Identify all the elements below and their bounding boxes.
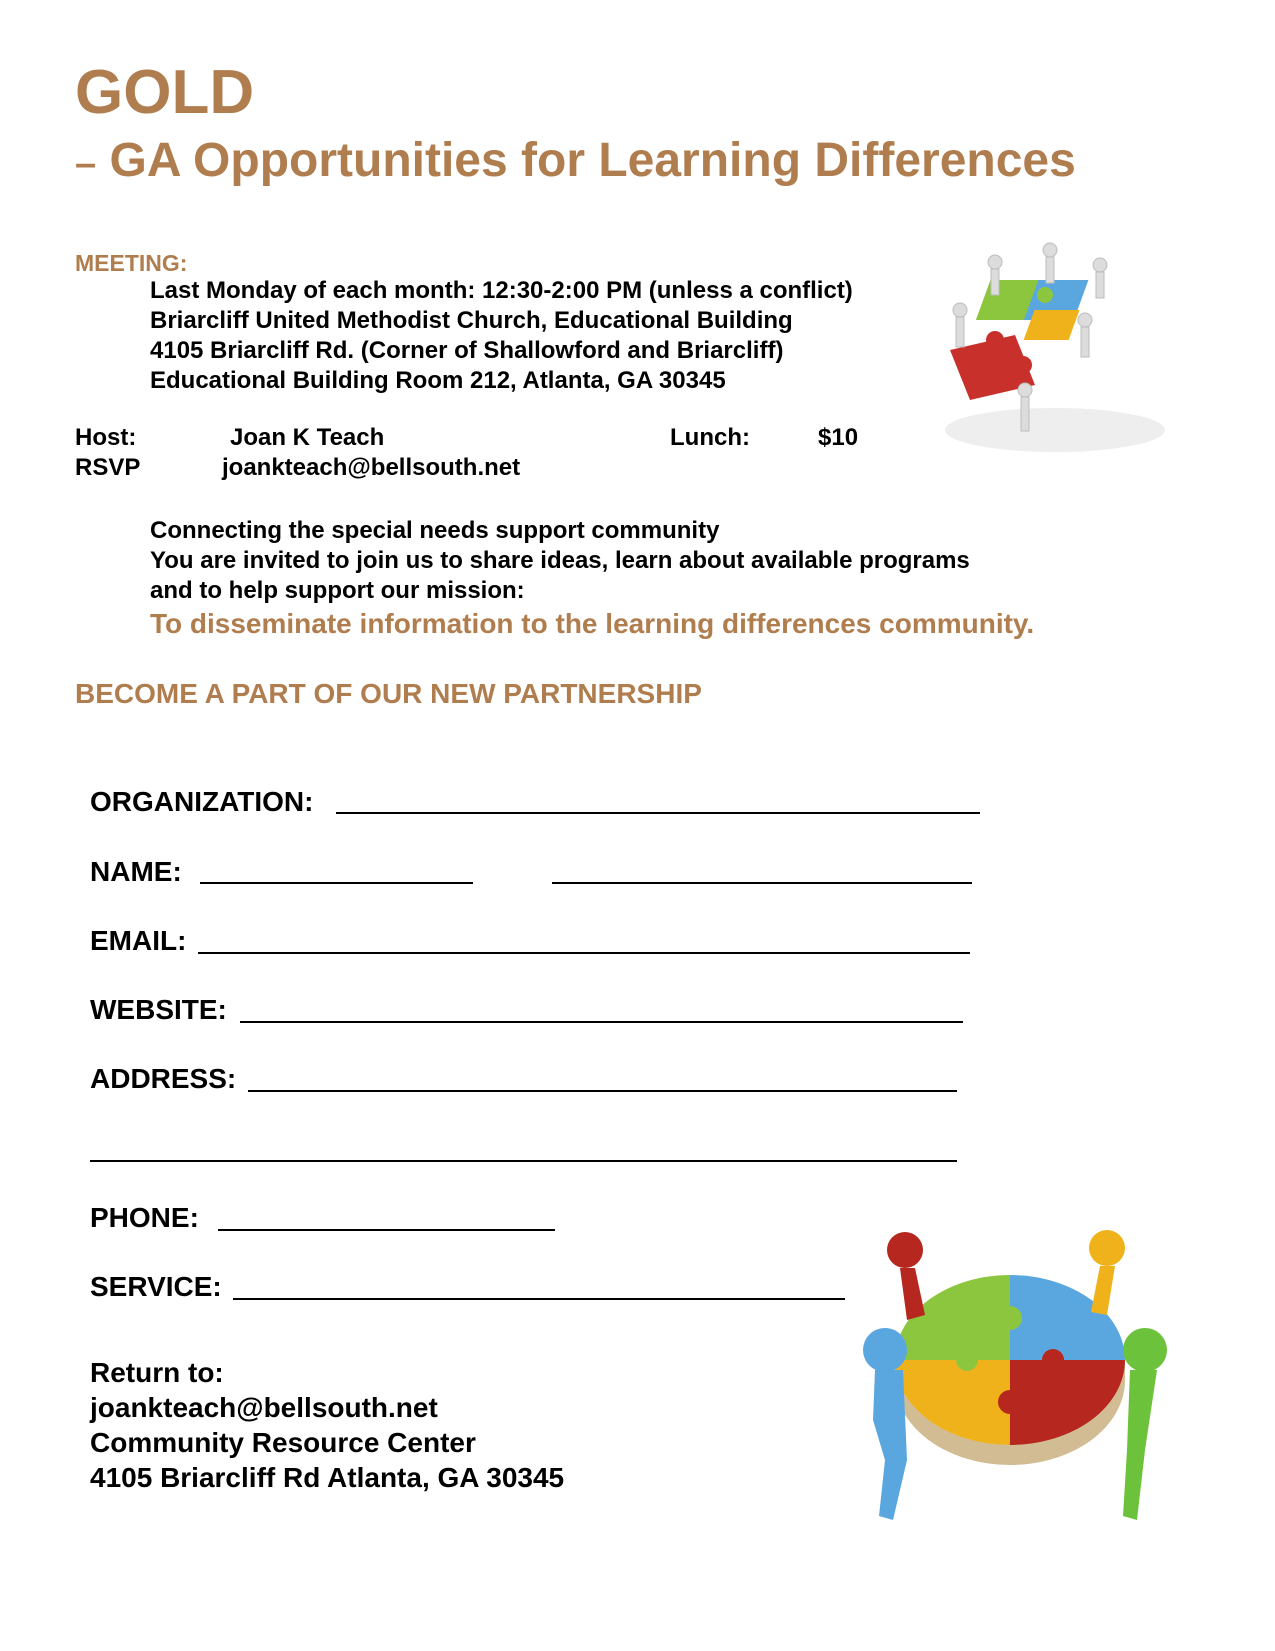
return-org: Community Resource Center xyxy=(90,1427,476,1458)
meeting-line: Educational Building Room 212, Atlanta, GA 30345 xyxy=(150,367,726,394)
service-label: SERVICE: xyxy=(90,1271,222,1302)
puzzle-circle-illustration xyxy=(845,1220,1175,1540)
intro-line: You are invited to join us to share ideas, learn about available programs xyxy=(150,547,970,574)
lunch-label: Lunch: xyxy=(670,424,750,451)
rsvp-email[interactable]: joankteach@bellsouth.net xyxy=(222,454,521,481)
return-to-block xyxy=(90,1355,564,1495)
return-address: 4105 Briarcliff Rd Atlanta, GA 30345 xyxy=(90,1462,565,1493)
phone-label: PHONE: xyxy=(90,1202,199,1233)
address-field[interactable] xyxy=(248,1090,957,1092)
meeting-line: Last Monday of each month: 12:30-2:00 PM (unless a conflict) xyxy=(150,277,853,304)
organization-field[interactable] xyxy=(336,812,980,814)
meeting-label: MEETING: xyxy=(75,250,188,276)
puzzle-team-illustration xyxy=(935,240,1175,460)
page-title: GOLD xyxy=(75,58,255,127)
intro-text xyxy=(150,516,970,606)
email-field[interactable] xyxy=(198,952,970,954)
website-field[interactable] xyxy=(240,1021,963,1023)
first-name-field[interactable] xyxy=(200,882,473,884)
intro-line: and to help support our mission: xyxy=(150,577,525,604)
intro-line: Connecting the special needs support community xyxy=(150,517,720,544)
name-label: NAME: xyxy=(90,856,182,887)
meeting-line: 4105 Briarcliff Rd. (Corner of Shallowford and Briarcliff) xyxy=(150,337,784,364)
phone-field[interactable] xyxy=(218,1229,555,1231)
address-line-2-field[interactable] xyxy=(90,1160,957,1162)
meeting-line: Briarcliff United Methodist Church, Educational Building xyxy=(150,307,793,334)
organization-label: ORGANIZATION: xyxy=(90,786,314,817)
host-name: Joan K Teach xyxy=(230,424,385,451)
host-label: Host: xyxy=(75,424,137,451)
rsvp-label: RSVP xyxy=(75,454,141,481)
email-label: EMAIL: xyxy=(90,925,187,956)
address-label: ADDRESS: xyxy=(90,1063,237,1094)
return-email[interactable]: joankteach@bellsouth.net xyxy=(90,1392,438,1423)
lunch-price: $10 xyxy=(818,424,859,451)
page-subtitle xyxy=(75,134,1076,187)
subtitle-dash: – xyxy=(75,143,97,185)
last-name-field[interactable] xyxy=(552,882,972,884)
mission-statement: To disseminate information to the learning differences community. xyxy=(150,608,1035,639)
meeting-details xyxy=(150,276,853,396)
subtitle-text: GA Opportunities for Learning Differences xyxy=(109,134,1076,187)
service-field[interactable] xyxy=(233,1298,845,1300)
website-label: WEBSITE: xyxy=(90,994,227,1025)
partnership-heading: BECOME A PART OF OUR NEW PARTNERSHIP xyxy=(75,678,702,709)
return-label: Return to: xyxy=(90,1357,224,1388)
